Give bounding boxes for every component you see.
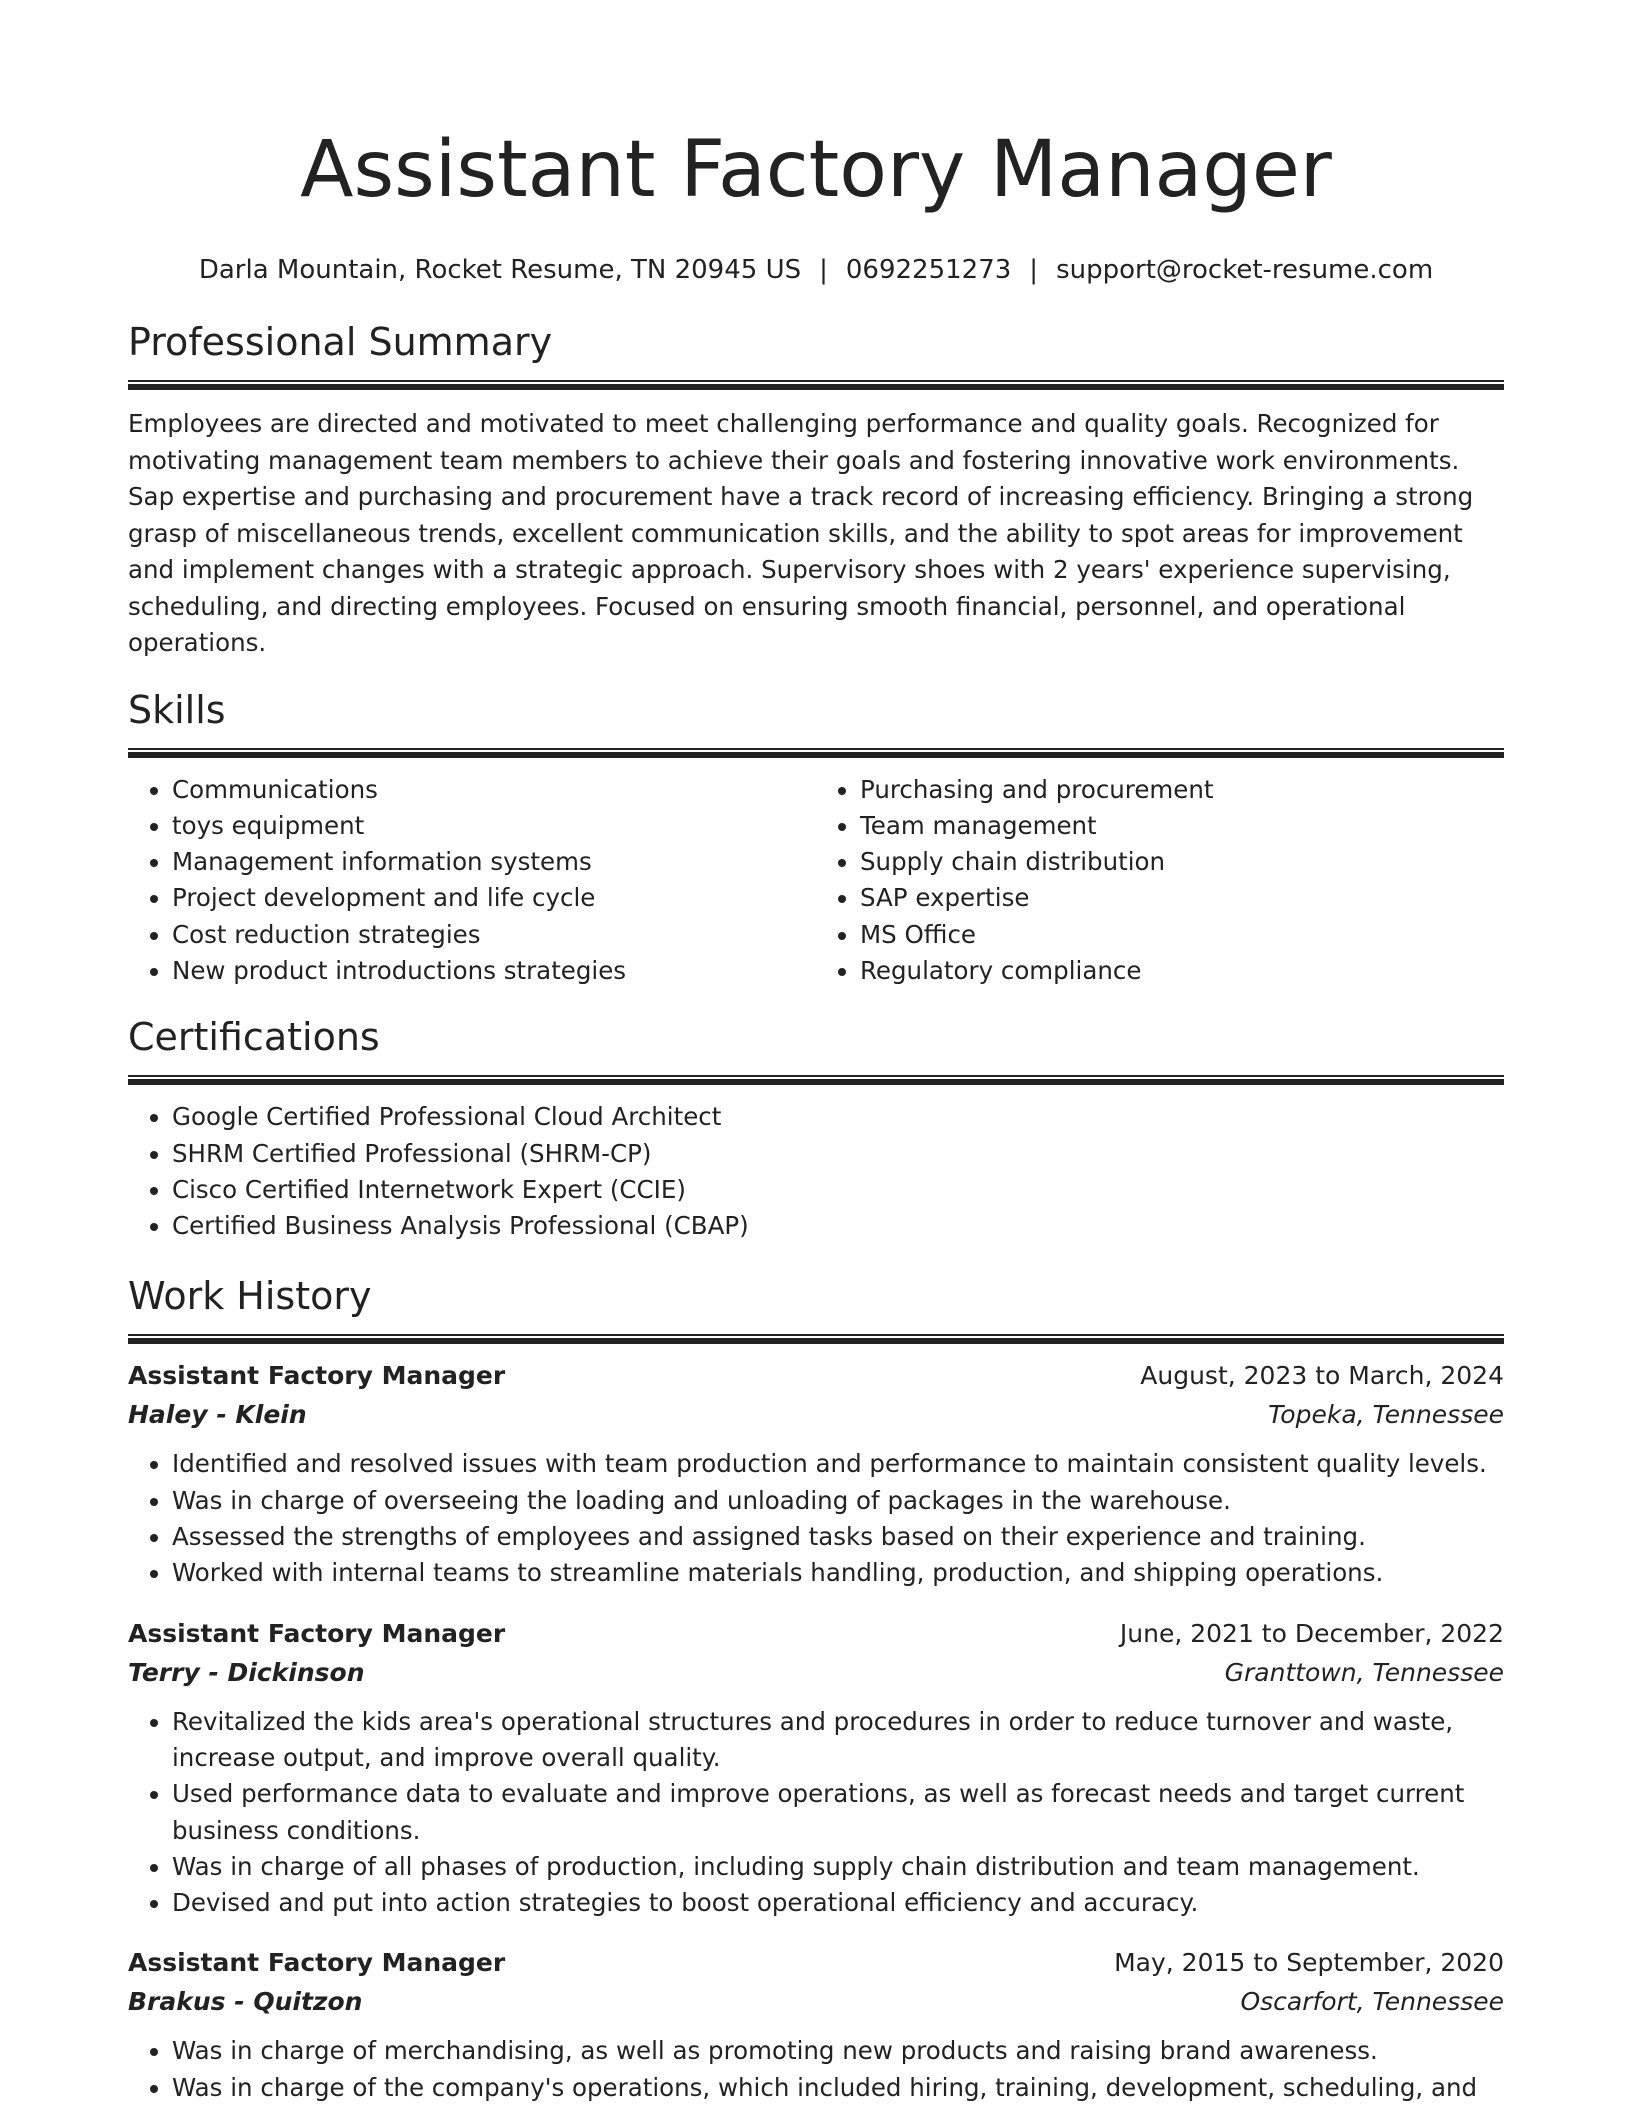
certifications-list bbox=[128, 1099, 1504, 1244]
job-duty: • Worked with internal teams to streamline materials handling, production, and shipping operations. bbox=[172, 1555, 1504, 1591]
skill-item: • Communications bbox=[172, 772, 816, 808]
summary-section bbox=[128, 318, 1504, 662]
certification-item: • Certified Business Analysis Professional (CBAP) bbox=[172, 1208, 1504, 1244]
contact-phone: 0692251273 bbox=[845, 255, 1012, 285]
job-location: Granttown, Tennessee bbox=[1224, 1657, 1504, 1687]
contact-separator: | bbox=[1029, 255, 1039, 285]
skill-item: • Management information systems bbox=[172, 844, 816, 880]
certifications-heading: Certifications bbox=[128, 1015, 380, 1060]
job-duties bbox=[128, 1704, 1504, 1922]
skill-item: • SAP expertise bbox=[860, 880, 1504, 916]
job-duty: • Was in charge of overseeing the loading and unloading of packages in the warehouse. bbox=[172, 1483, 1504, 1519]
summary-heading: Professional Summary bbox=[128, 320, 553, 364]
section-divider bbox=[128, 1334, 1504, 1344]
skills-list-left bbox=[128, 772, 816, 990]
contact-address: Darla Mountain, Rocket Resume, TN 20945 US bbox=[198, 255, 802, 285]
resume-title: Assistant Factory Manager bbox=[300, 125, 1332, 215]
job-company: Terry - Dickinson bbox=[128, 1657, 365, 1687]
contact-line bbox=[128, 252, 1504, 288]
summary-text: Employees are directed and motivated to meet challenging performance and quality goals. Recognized for motivating management team members to achieve their goals and fostering innovative work environments. Sap expertise and purchasing and procurement have a track record of increasing efficiency. Bringing a strong grasp of miscellaneous trends, excellent communication skills, and the ability to spot areas for improvement and implement changes with a strategic approach. Supervisory shoes with 2 years' experience supervising, scheduling, and directing employees. Focused on ensuring smooth financial, personnel, and operational operations. bbox=[128, 409, 1474, 657]
job-header bbox=[128, 1943, 1504, 1983]
job-dates: August, 2023 to March, 2024 bbox=[1140, 1361, 1504, 1391]
section-divider bbox=[128, 748, 1504, 758]
job-subheader bbox=[128, 1396, 1504, 1434]
job-location: Topeka, Tennessee bbox=[1268, 1400, 1504, 1430]
job-dates: May, 2015 to September, 2020 bbox=[1114, 1948, 1504, 1978]
job-subheader bbox=[128, 1983, 1504, 2021]
skill-item: • Project development and life cycle bbox=[172, 880, 816, 916]
job-subheader bbox=[128, 1654, 1504, 1692]
job-header bbox=[128, 1356, 1504, 1396]
skill-item: • Team management bbox=[860, 808, 1504, 844]
skill-item: • toys equipment bbox=[172, 808, 816, 844]
job-duty: • Devised and put into action strategies to boost operational efficiency and accuracy. bbox=[172, 1885, 1504, 1921]
contact-separator: | bbox=[819, 255, 828, 285]
certification-item: • SHRM Certified Professional (SHRM-CP) bbox=[172, 1136, 1504, 1172]
job-duty: • Revitalized the kids area's operational structures and procedures in order to reduce turnover and waste, increase output, and improve overall quality. bbox=[172, 1704, 1504, 1777]
certifications-section bbox=[128, 1013, 1504, 1244]
job-duties bbox=[128, 1446, 1504, 1591]
skill-item: • MS Office bbox=[860, 917, 1504, 953]
job-duty: • Assessed the strengths of employees and assigned tasks based on their experience and training. bbox=[172, 1519, 1504, 1555]
job-duty: • Identified and resolved issues with team production and performance to maintain consistent quality levels. bbox=[172, 1446, 1504, 1482]
skills-section bbox=[128, 686, 1504, 990]
job-location: Oscarfort, Tennessee bbox=[1240, 1987, 1504, 2017]
job-company: Haley - Klein bbox=[128, 1400, 307, 1430]
job-duties bbox=[128, 2033, 1504, 2106]
work-history-section bbox=[128, 1272, 1504, 2106]
contact-email[interactable]: support@rocket-resume.com bbox=[1056, 255, 1434, 285]
skill-item: • Regulatory compliance bbox=[860, 953, 1504, 989]
job-dates: June, 2021 to December, 2022 bbox=[1119, 1618, 1504, 1648]
job-header bbox=[128, 1614, 1504, 1654]
certification-item: • Cisco Certified Internetwork Expert (CCIE) bbox=[172, 1172, 1504, 1208]
section-divider bbox=[128, 1075, 1504, 1085]
job-duty: • Used performance data to evaluate and improve operations, as well as forecast needs and target current business conditions. bbox=[172, 1776, 1504, 1849]
certification-item: • Google Certified Professional Cloud Architect bbox=[172, 1099, 1504, 1135]
skills-list-right bbox=[816, 772, 1504, 990]
skills-heading: Skills bbox=[128, 687, 226, 732]
work-history-heading: Work History bbox=[128, 1274, 372, 1319]
skill-item: • Supply chain distribution bbox=[860, 844, 1504, 880]
job-entry bbox=[128, 1614, 1504, 1922]
skill-item: • Purchasing and procurement bbox=[860, 772, 1504, 808]
job-title: Assistant Factory Manager bbox=[128, 1948, 506, 1978]
job-entry bbox=[128, 1943, 1504, 2106]
skill-item: • Cost reduction strategies bbox=[172, 917, 816, 953]
job-title: Assistant Factory Manager bbox=[128, 1361, 506, 1391]
job-duty: • Was in charge of merchandising, as well as promoting new products and raising brand awareness. bbox=[172, 2033, 1504, 2069]
job-company: Brakus - Quitzon bbox=[128, 1987, 363, 2017]
skill-item: • New product introductions strategies bbox=[172, 953, 816, 989]
job-title: Assistant Factory Manager bbox=[128, 1618, 506, 1648]
job-duty: • Was in charge of the company's operations, which included hiring, training, development, scheduling, and bbox=[172, 2070, 1504, 2106]
job-entry bbox=[128, 1356, 1504, 1591]
skills-grid bbox=[128, 758, 1504, 990]
job-duty: • Was in charge of all phases of production, including supply chain distribution and team management. bbox=[172, 1849, 1504, 1885]
section-divider bbox=[128, 380, 1504, 390]
